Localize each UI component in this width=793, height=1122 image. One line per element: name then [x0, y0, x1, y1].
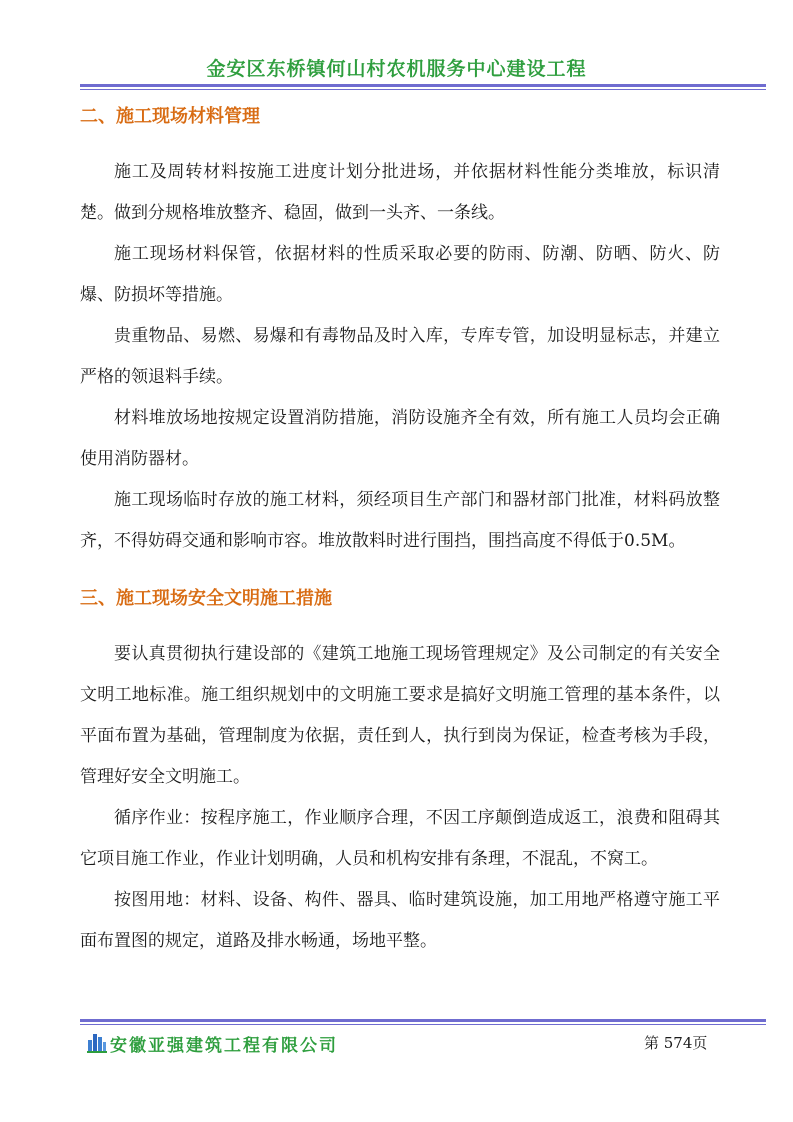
paragraph: 施工及周转材料按施工进度计划分批进场，并依据材料性能分类堆放，标识清楚。做到分规格堆放整齐、稳固，做到一头齐、一条线。	[80, 162, 720, 223]
document-body	[80, 100, 720, 962]
building-logo-icon	[87, 1031, 107, 1053]
paragraph: 贵重物品、易燃、易爆和有毒物品及时入库，专库专管，加设明显标志，并建立严格的领退料手续。	[80, 326, 720, 387]
paragraph: 施工现场材料保管，依据材料的性质采取必要的防雨、防潮、防晒、防火、防爆、防损坏等措施。	[80, 244, 720, 305]
header-divider-thin	[80, 89, 766, 90]
paragraph: 按图用地：材料、设备、构件、器具、临时建筑设施，加工用地严格遵守施工平面布置图的规定，道路及排水畅通，场地平整。	[80, 890, 720, 951]
paragraph: 要认真贯彻执行建设部的《建筑工地施工现场管理规定》及公司制定的有关安全文明工地标准。施工组织规划中的文明施工要求是搞好文明施工管理的基本条件，以平面布置为基础，管理制度为依据，责任到人，执行到岗为保证，检查考核为手段，管理好安全文明施工。	[80, 644, 720, 787]
footer-company-name: 安徽亚强建筑工程有限公司	[110, 1036, 338, 1056]
header-divider-thick	[80, 84, 766, 87]
footer-divider-thick	[80, 1019, 766, 1022]
paragraph: 施工现场临时存放的施工材料，须经项目生产部门和器材部门批准，材料码放整齐，不得妨碍交通和影响市容。堆放散料时进行围挡，围挡高度不得低于0.5M。	[80, 490, 720, 551]
section-heading-safety-measures: 三、施工现场安全文明施工措施	[80, 588, 332, 609]
section-heading-material-management: 二、施工现场材料管理	[80, 106, 260, 127]
paragraph: 循序作业：按程序施工，作业顺序合理，不因工序颠倒造成返工，浪费和阻碍其它项目施工作业，作业计划明确，人员和机构安排有条理，不混乱，不窝工。	[80, 808, 720, 869]
page-header-title: 金安区东桥镇何山村农机服务中心建设工程	[206, 58, 587, 80]
footer-divider-thin	[80, 1024, 766, 1025]
footer-page-number: 第 574页	[644, 1034, 708, 1052]
paragraph: 材料堆放场地按规定设置消防措施，消防设施齐全有效，所有施工人员均会正确使用消防器材。	[80, 408, 720, 469]
